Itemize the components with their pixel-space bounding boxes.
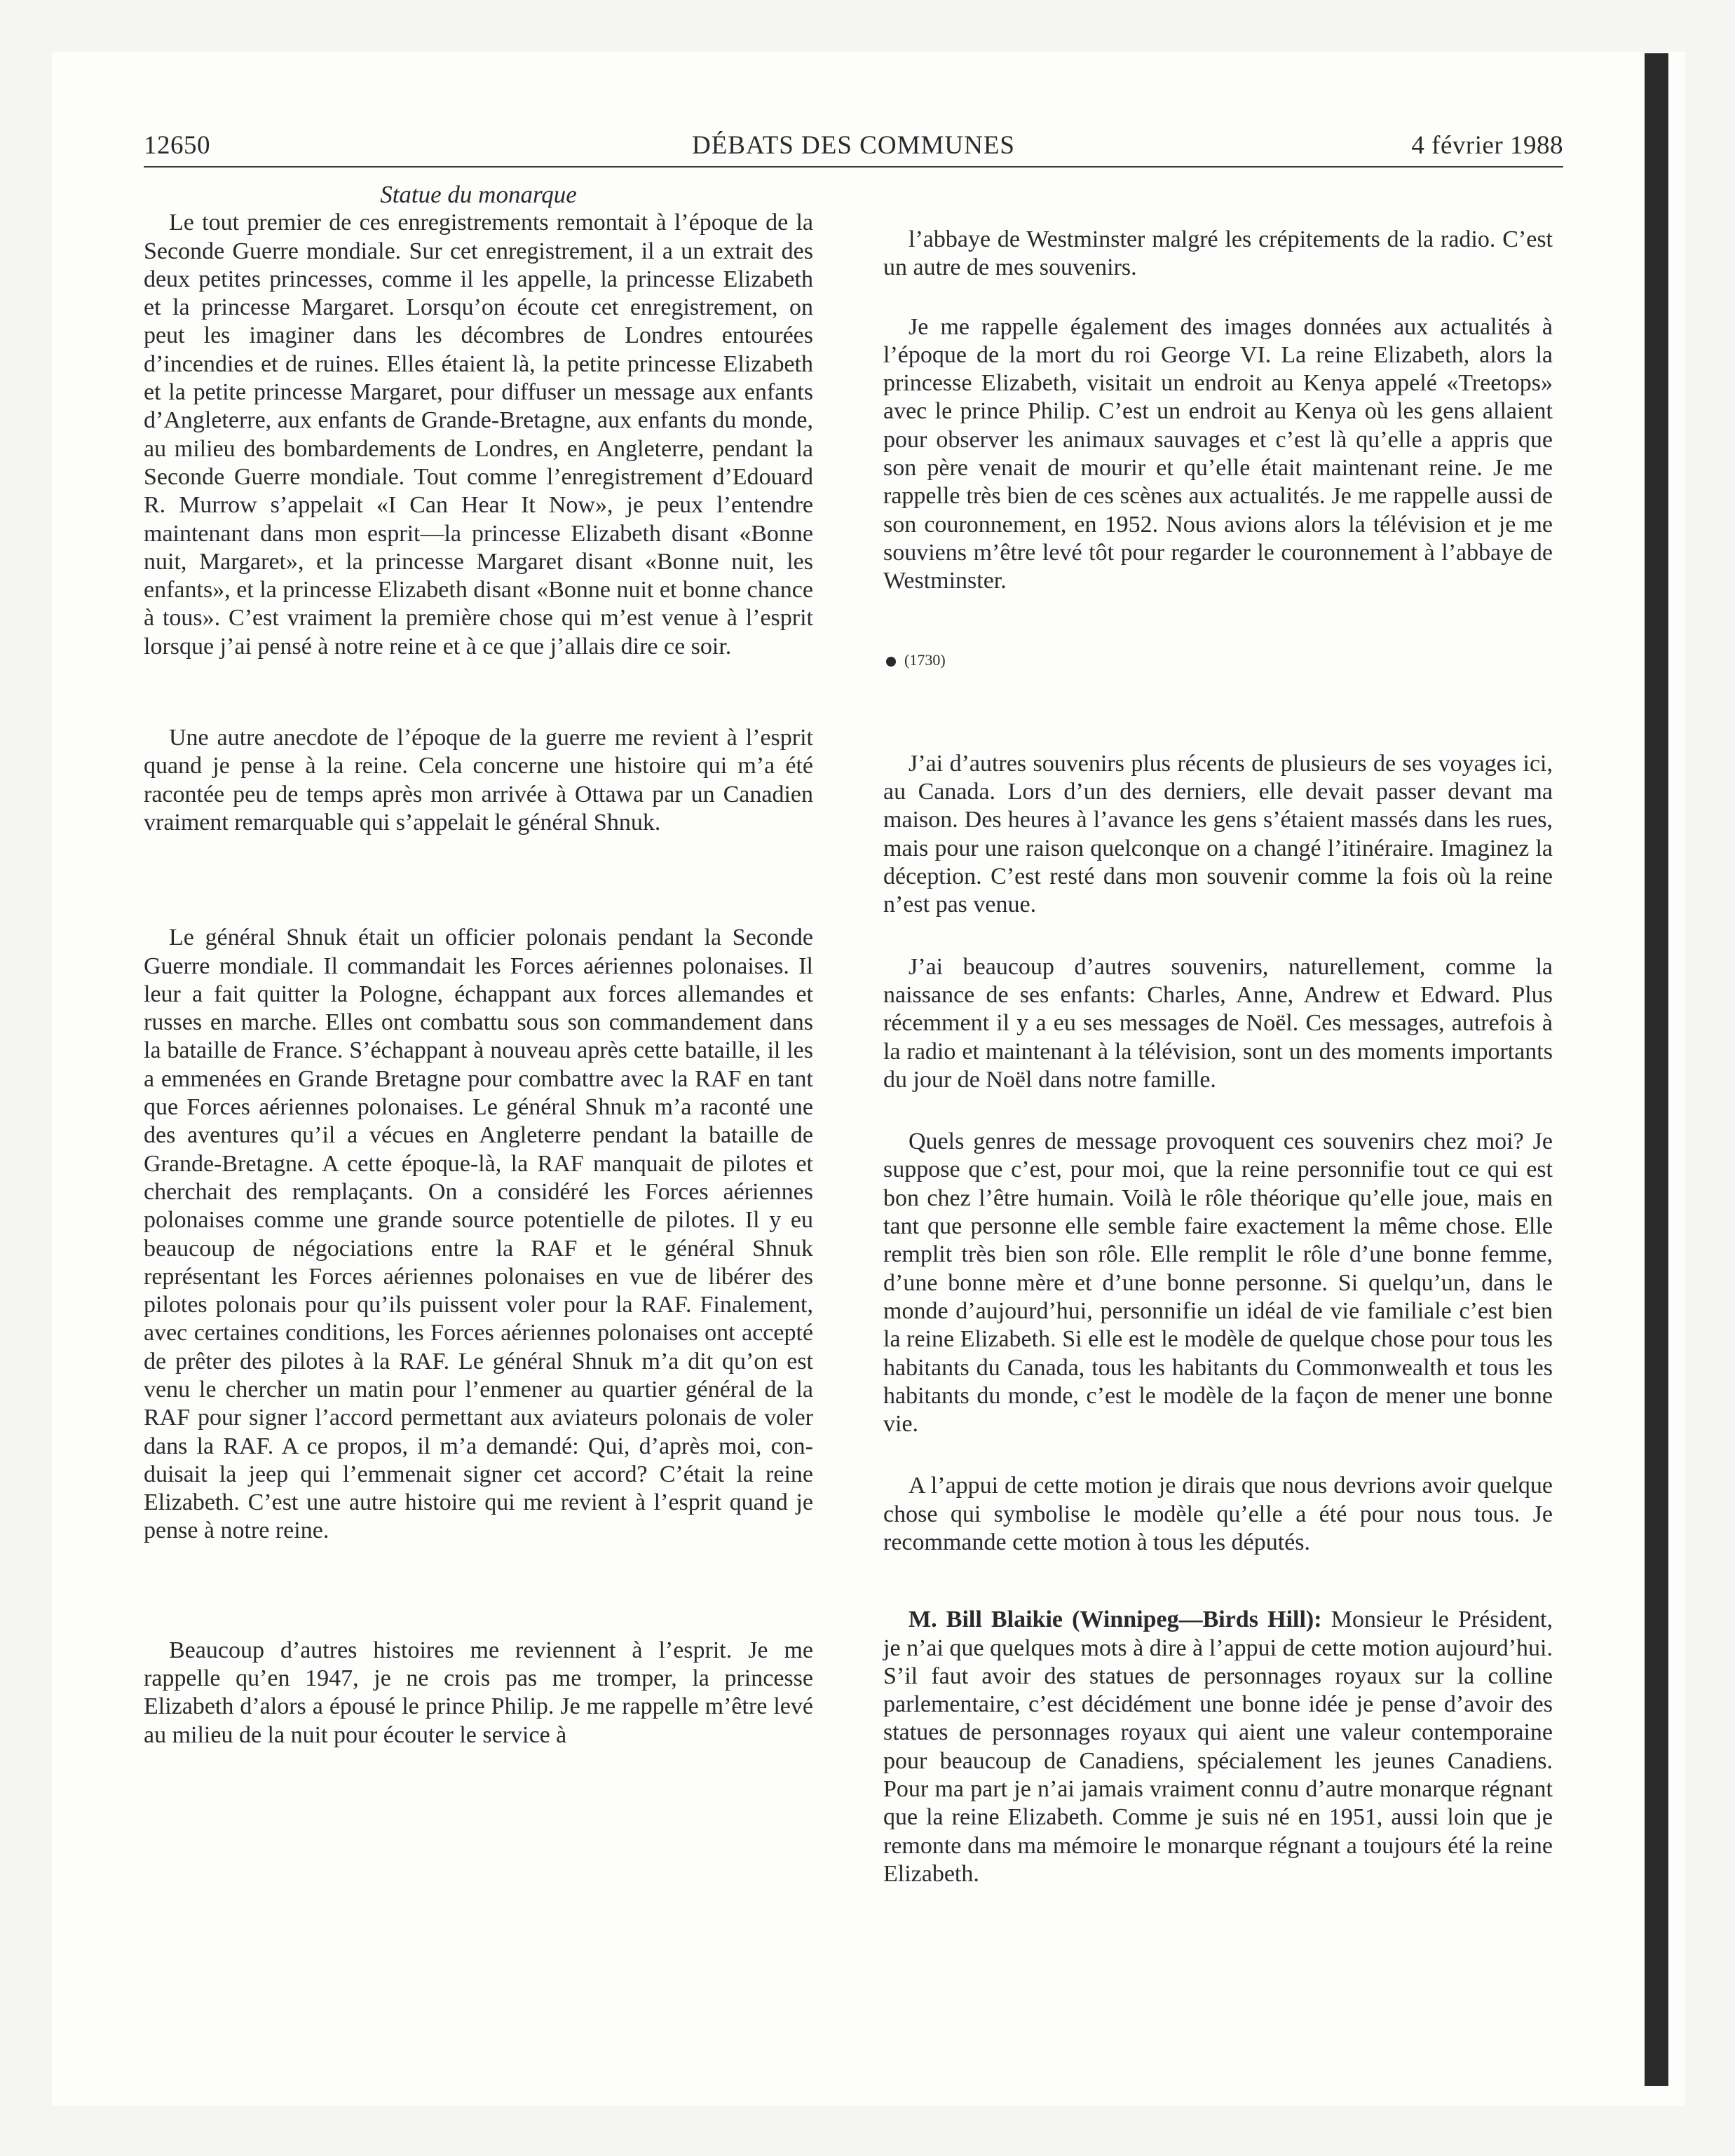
scan-edge-bar xyxy=(1645,53,1668,2086)
paragraph: Une autre anecdote de l’époque de la guerre me revient à l’esprit quand je pense à la reine. Cela concerne une histoire qui m’a été racontée peu de temps après mon arrivée à Ottawa par un Canadien vraiment remarquable qui s’appelait le général Shnuk. xyxy=(144,725,813,835)
paragraph: Beaucoup d’autres histoires me reviennent à l’esprit. Je me rappelle qu’en 1947, je ne crois pas me tromper, la princesse Elizabeth d’alors a épousé le prince Philip. Je me rappelle m’être levé au milieu de la nuit pour écouter le service à xyxy=(144,1637,813,1748)
paragraph: Le tout premier de ces enregistrements remontait à l’époque de la Seconde Guerre mondiale. Sur cet enregistrement, il a un extrait des deux petites princesses, comme il les appelle, la princesse Elizabeth et la princesse Margaret. Lorsqu’on écoute cet enregistrement, on peut les imaginer dans les décombres de Londres entourées d’incendies et de ruines. Elles étaient là, la petite princesse Elizabeth et la petite princesse Margaret, pour diffuser un message aux enfants d’Angleterre, aux enfants de Grande-Bretagne, aux enfants du monde, au milieu des bombardements de Londres, en Angleterre, pendant la Seconde Guerre mondiale. Tout comme l’enregistrement d’Edouard R. Murrow s’appelait «I Can Hear It Now», je peux l’entendre maintenant dans mon esprit—la princesse Elizabeth disant «Bonne nuit, Margaret», et la princesse Margaret disant «Bonne nuit, les enfants», et la princesse Elizabeth disant «Bonne nuit et bonne chance à tous». C’est vraiment la première chose qui m’est venue à l’esprit lorsque j’ai pensé à notre reine et à ce que j’allais dire ce soir. xyxy=(144,210,813,660)
speaker-name: M. Bill Blaikie (Winnipeg—Birds Hill): xyxy=(909,1606,1322,1633)
header-rule xyxy=(144,166,1563,168)
publication-title: DÉBATS DES COMMUNES xyxy=(691,131,1015,160)
paragraph: l’abbaye de Westminster malgré les crépitements de la radio. C’est un autre de mes souvenirs. xyxy=(883,226,1553,281)
bullet-dot-icon xyxy=(886,657,896,667)
paragraph: Le général Shnuk était un officier polonais pendant la Seconde Guerre mondiale. Il commandait les Forces aériennes polonaises. Il leur a fait quitter la Pologne, échappant aux forces allemandes et russes en marche. Elles ont combattu sous son commandement dans la bataille de France. S’échappant à nouveau après cette bataille, il les a emmenées en Grande Bretagne pour combattre avec la RAF en tant que Forces aériennes polonaises. Le général Shnuk m’a raconté une des aventures qu’il a vécues en Angleterre pendant la bataille de Grande-Bretagne. A cette époque-là, la RAF manquait de pilotes et cherchait des remplaçants. On a considéré les Forces aériennes polonaises comme une grande source potentielle de pilotes. Il y eu beaucoup de négociations entre la RAF et le général Shnuk représentant les Forces aériennes polonaises en vue de libérer des pilotes polonais pour qu’ils puissent voler pour la RAF. Finalement, avec certaines conditions, les Forces aériennes polonaises ont accepté de prêter des pilotes à la RAF. Le général Shnuk m’a dit qu’on est venu le chercher un matin pour l’enmener au quartier général de la RAF pour signer l’accord permettant aux aviateurs polonais de voler dans la RAF. A ce propos, il m’a demandé: Qui, d’après moi, conduisait la jeep qui l’emmenait signer cet accord? C’était la reine Elizabeth. C’est une autre histoire qui me revient à l’esprit quand je pense à notre reine. xyxy=(144,925,813,1544)
left-column xyxy=(144,181,813,1749)
time-marker-text: (1730) xyxy=(904,650,946,669)
paragraph: A l’appui de cette motion je dirais que nous devrions avoir quelque chose qui symbolise le modèle qu’elle a été pour nous tous. Je recommande cette motion à tous les députés. xyxy=(883,1473,1553,1555)
right-column xyxy=(883,226,1553,1888)
paragraph: Je me rappelle également des images données aux actualités à l’époque de la mort du roi George VI. La reine Elizabeth, alors la princesse Elizabeth, visitait un endroit au Kenya appelé «Treetops» avec le prince Philip. C’est un endroit au Kenya où les gens allaient pour observer les animaux sauvages et c’est là qu’elle a appris que son père venait de mourir et qu’elle était maintenant reine. Je me rappelle très bien de ces scènes aux actualités. Je me rappelle aussi de son couronnement, en 1952. Nous avions alors la télévision et je me souviens m’être levé tôt pour regarder le couronnement à l’abbaye de Westminster. xyxy=(883,313,1553,594)
paragraph: Quels genres de message provoquent ces souvenirs chez moi? Je suppose que c’est, pour moi, que la reine personnifie tout ce qui est bon chez l’être humain. Voilà le rôle théorique qu’elle joue, mais en tant que personne elle semble faire exactement la même chose. Elle remplit très bien son rôle. Elle remplit le rôle d’une bonne femme, d’une bonne mère et d’une bonne personne. Si quelqu’un, dans le monde d’aujourd’hui, personnifie un idéal de vie familiale c’est bien la reine Elizabeth. Si elle est le modèle de quelque chose pour tous les habitants du Canada, tous les habitants du Commonwealth et tous les habitants du monde, c’est le modèle de la façon de mener une bonne vie. xyxy=(883,1128,1553,1438)
speech-text: Monsieur le Président, je n’ai que quelques mots à dire à l’appui de cette motion aujourd’hui. S’il faut avoir des statues de personnages royaux sur la colline parlementaire, c’est décidément une bonne idée je pense d’avoir des statues de personnages royaux qui aient une valeur contemporaine pour beaucoup de Canadiens, spécialement les jeunes Canadiens. Pour ma part je n’ai jamais vraiment connu d’autre monarque régnant que la reine Elizabeth. Comme je suis né en 1951, aussi loin que je remonte dans ma mémoire le monarque régnant a toujours été la reine Elizabeth. xyxy=(883,1606,1553,1887)
speech-paragraph xyxy=(883,1606,1553,1888)
paragraph: J’ai beaucoup d’autres souvenirs, naturellement, comme la naissance de ses enfants: Charles, Anne, Andrew et Edward. Plus récemment il y a eu ses messages de Noël. Ces messages, autrefois à la radio et maintenant à la télévision, sont un des moments importants du jour de Noël dans notre famille. xyxy=(883,953,1553,1093)
publication-date: 4 février 1988 xyxy=(1411,131,1563,160)
time-marker xyxy=(883,646,1553,674)
section-heading: Statue du monarque xyxy=(380,181,577,208)
running-header xyxy=(144,130,1563,165)
page-number: 12650 xyxy=(144,131,210,160)
paragraph: J’ai d’autres souvenirs plus récents de plusieurs de ses voyages ici, au Canada. Lors d’un des derniers, elle devait passer devant ma maison. Des heures à l’avance les gens s’étaient massés dans les rues, mais pour une raison quelconque on a changé l’itinéraire. Imaginez la déception. C’est resté dans mon souvenir comme la fois où la reine n’est pas venue. xyxy=(883,750,1553,918)
